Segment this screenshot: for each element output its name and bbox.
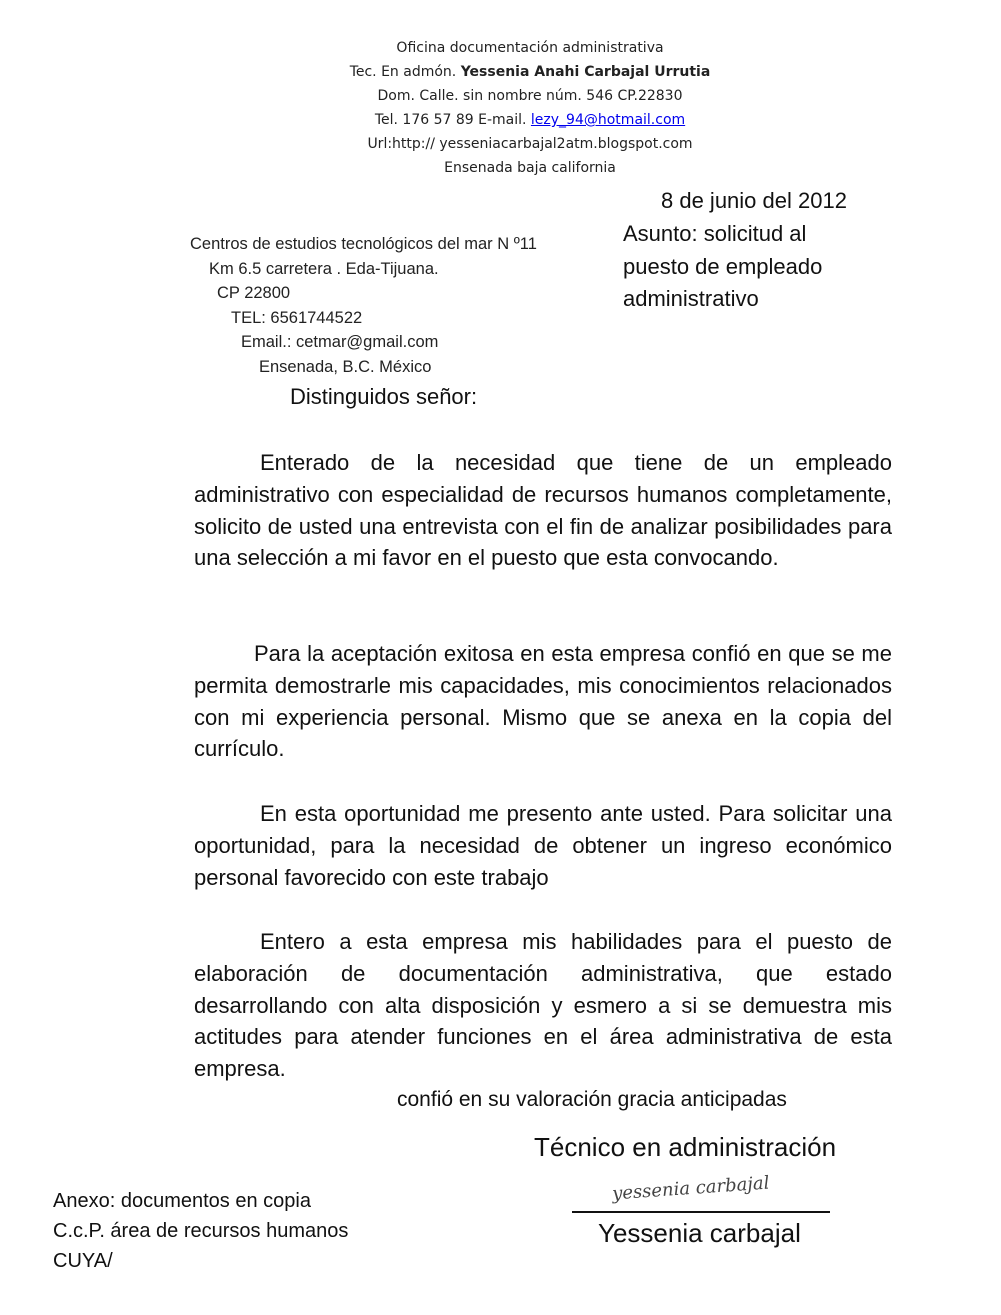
sender-name: Yessenia Anahi Carbajal Urrutia [460,64,711,80]
sender-url: Url:http:// yesseniacarbajal2atm.blogspot.com [367,136,693,152]
initials-note: CUYA/ [53,1250,113,1272]
subject-block [623,218,822,316]
sender-email-link[interactable]: lezy_94@hotmail.com [530,112,686,128]
subject-line-1: Asunto: solicitud al [623,221,807,246]
signature-line [572,1211,830,1213]
handwritten-signature: yessenia carbajal [611,1172,771,1205]
sender-name-line [230,60,830,84]
letterhead [230,36,830,180]
recipient-address: Km 6.5 carretera . Eda-Tijuana. [209,259,439,278]
annex-note: Anexo: documentos en copia [53,1190,311,1212]
copy-note: C.c.P. área de recursos humanos [53,1220,349,1242]
body-paragraph-4: Entero a esta empresa mis habilidades para el puesto de elaboración de documentación administrativa, que estado desarrollando con alta disposición y esmero a si se demuestra mis actitudes para atender funciones en el área administrativa de esta empresa. [194,929,892,1082]
closing-line: confió en su valoración gracia anticipadas [397,1088,787,1111]
office-name: Oficina documentación administrativa [396,40,664,56]
body-paragraph-2: Para la aceptación exitosa en esta empresa confió en que se me permita demostrarle mis capacidades, mis conocimientos relacionados con mi experiencia personal. Mismo que se anexa en la copia del currículo. [194,641,892,762]
body-paragraph-1: Enterado de la necesidad que tiene de un empleado administrativo con especialidad de recursos humanos completamente, solicito de usted una entrevista con el fin de analizar posibilidades para una selección a mi favor en el puesto que esta convocando. [194,450,892,571]
subject-line-2: puesto de empleado [623,253,823,279]
sender-title: Tec. En admón. [349,64,461,80]
body-paragraph-3: En esta oportunidad me presento ante usted. Para solicitar una oportunidad, para la necesidad de obtener un ingreso económico personal favorecido con este trabajo [194,801,892,890]
recipient-email: Email.: cetmar@gmail.com [241,333,439,351]
subject-line-3: administrativo [623,286,759,311]
recipient-institution: Centros de estudios tecnológicos del mar N º11 [190,235,537,253]
letter-date: 8 de junio del 2012 [661,188,847,213]
sender-contact-line [230,108,830,132]
recipient-block [0,232,600,379]
recipient-phone: TEL: 6561744522 [231,308,363,327]
salutation: Distinguidos señor: [290,384,478,409]
signature-title: Técnico en administración [534,1132,837,1162]
sender-phone: Tel. 176 57 89 E-mail. [374,112,531,128]
footer-notes [53,1186,348,1276]
recipient-postal-code: CP 22800 [217,284,291,302]
sender-city: Ensenada baja california [444,160,616,176]
signature-name: Yessenia carbajal [598,1218,801,1248]
sender-address: Dom. Calle. sin nombre núm. 546 CP.22830 [377,88,683,104]
recipient-city: Ensenada, B.C. México [259,357,432,376]
